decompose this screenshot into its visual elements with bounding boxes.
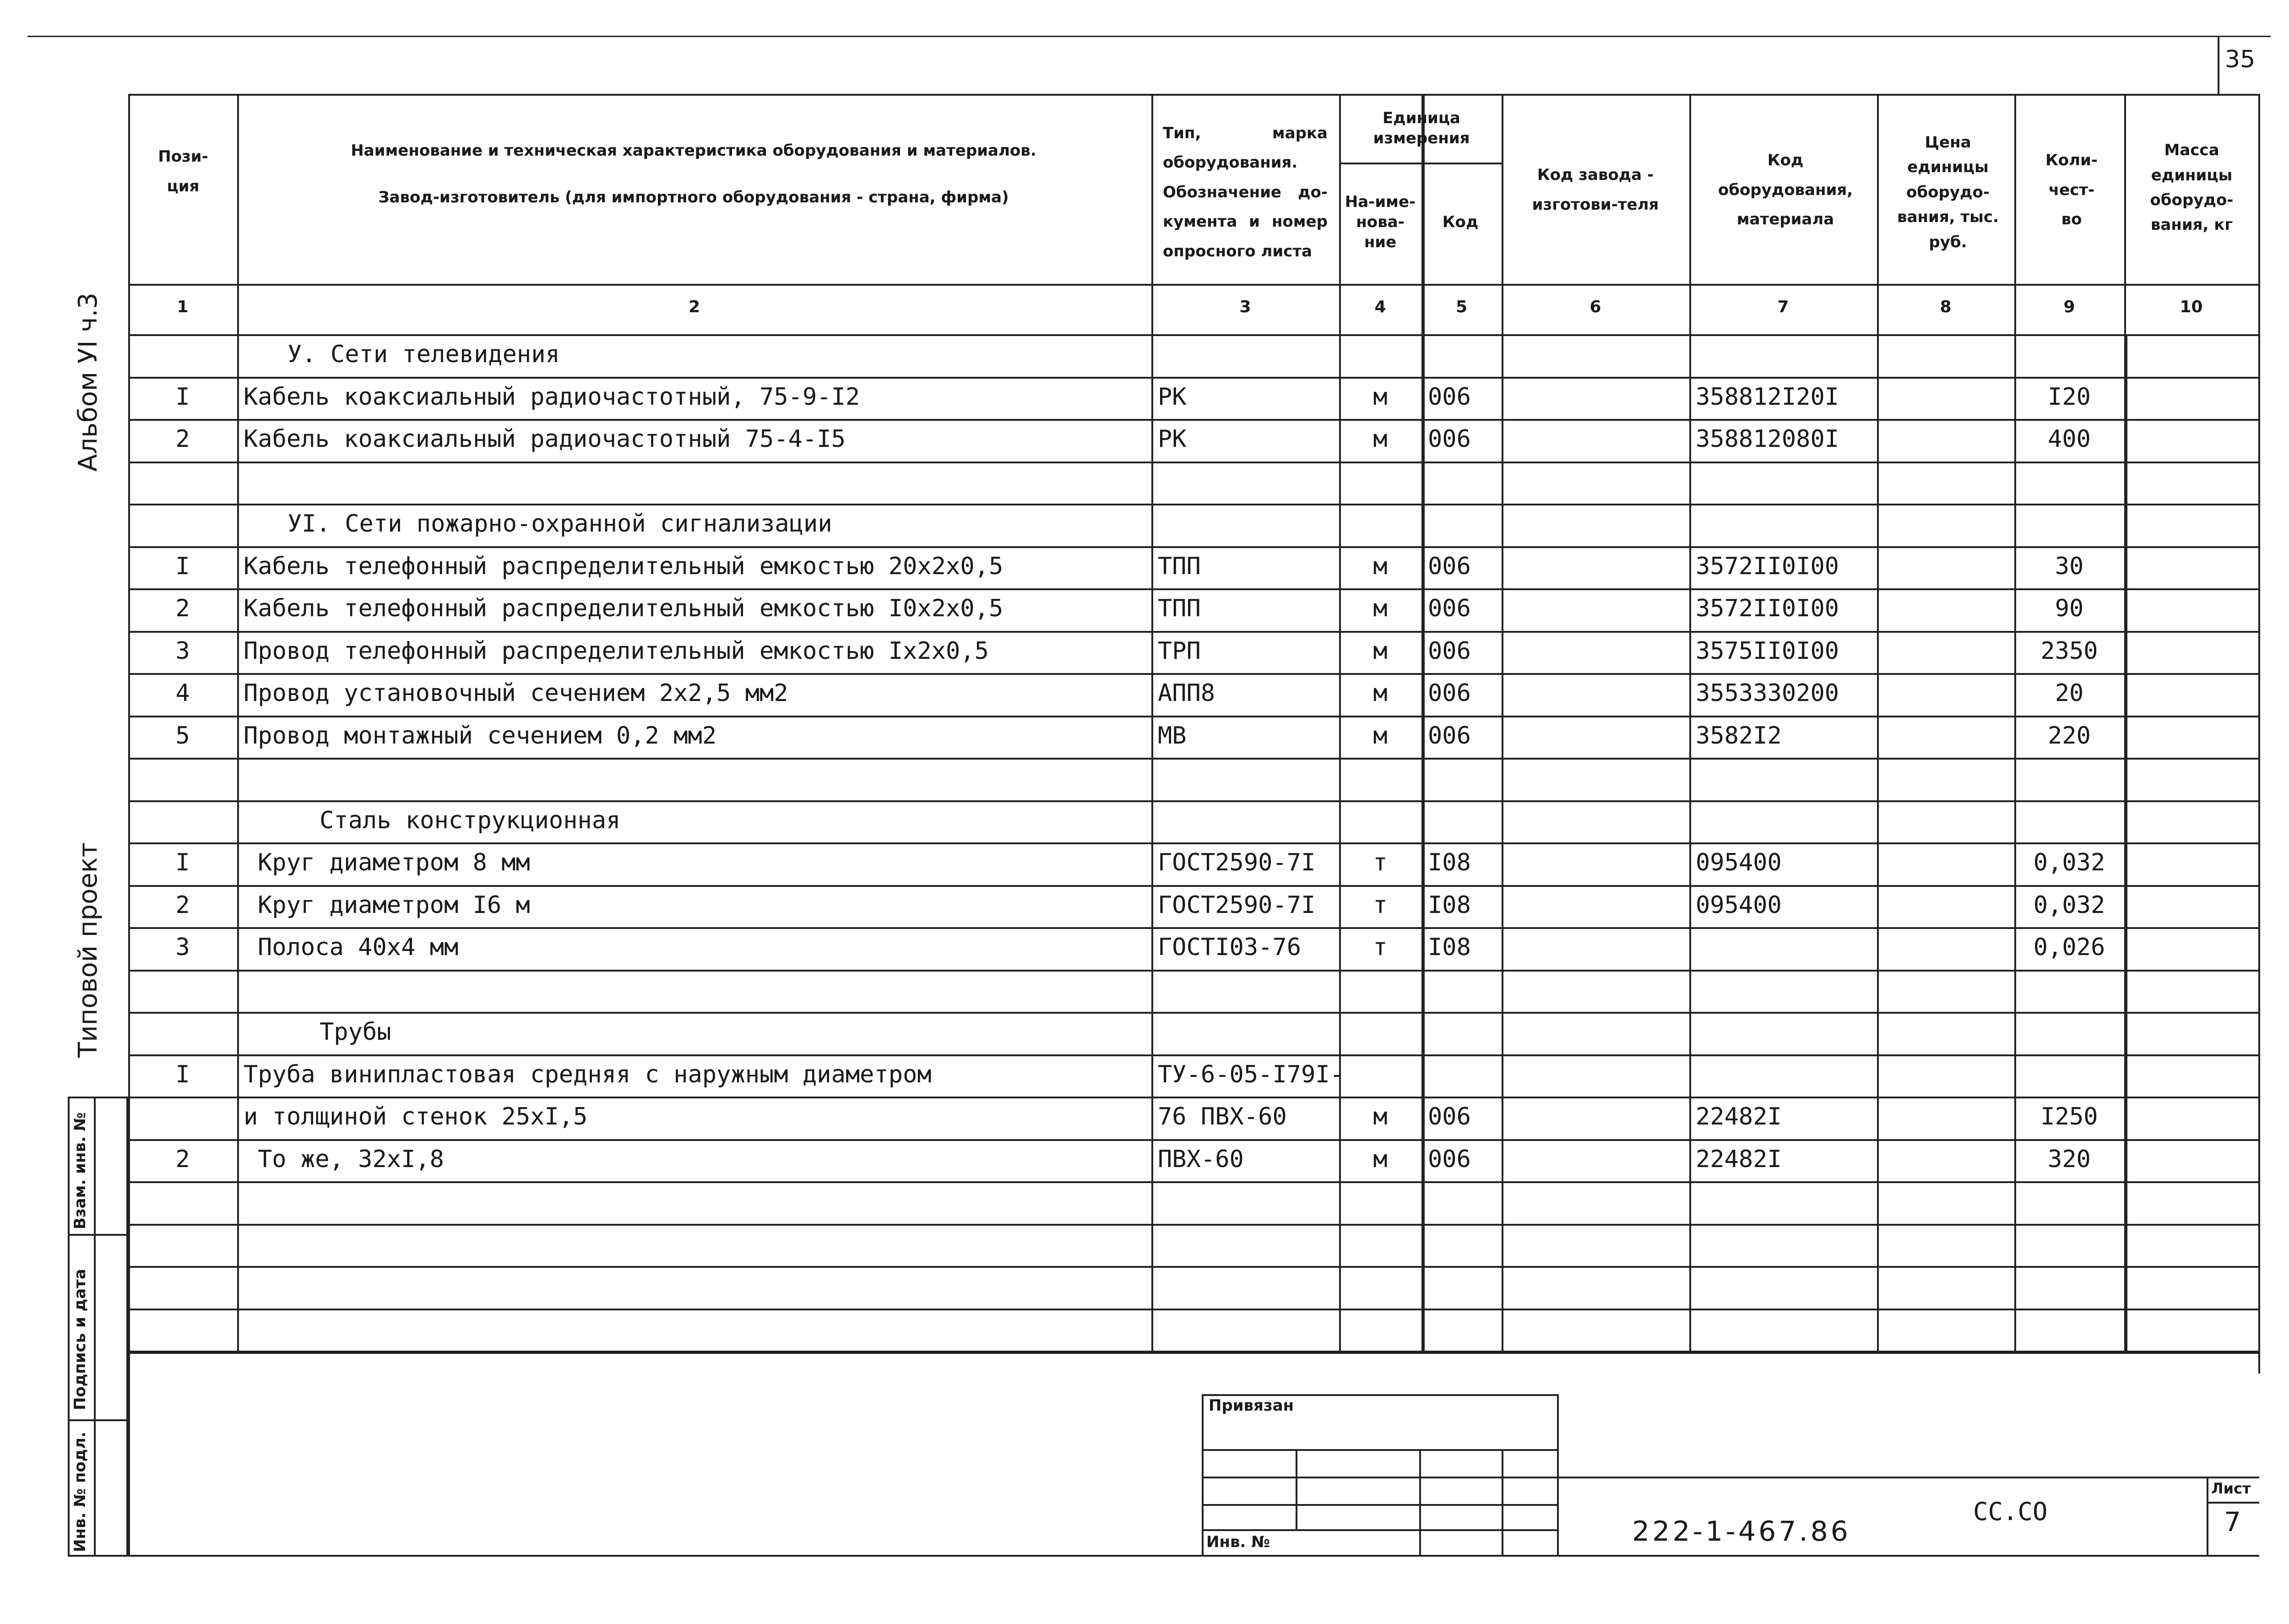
cell-qty: 30 <box>2055 552 2084 580</box>
column-line <box>1689 94 1691 1351</box>
cell-pos: 5 <box>175 722 190 750</box>
row-line <box>128 885 2258 887</box>
cell-type: ТУ-6-05-I79I- <box>1158 1060 1344 1088</box>
side-stamp-sep-2 <box>68 1419 128 1421</box>
column-number: 5 <box>1455 298 1468 316</box>
thick-box-left <box>1421 334 1425 1351</box>
cell-mat: 22482I <box>1696 1103 1782 1130</box>
title-block-sheet-number: 7 <box>2224 1506 2241 1537</box>
sheet-corner-number: 35 <box>2225 46 2256 73</box>
row-line <box>128 631 2258 633</box>
tb-h4 <box>1202 1529 1559 1531</box>
header-material-code: Код оборудования, материала <box>1718 151 1853 229</box>
cell-mat: 095400 <box>1696 891 1782 919</box>
frame-right <box>2258 94 2260 1374</box>
cell-mat: 3553330200 <box>1696 679 1839 707</box>
cell-type: АПП8 <box>1158 679 1215 707</box>
cell-unit: т <box>1373 934 1388 961</box>
cell-code: 006 <box>1428 637 1471 665</box>
cell-name: Круг диаметром 8 мм <box>258 849 530 876</box>
cell-pos: I <box>175 849 190 876</box>
cell-pos: I <box>175 552 190 580</box>
cell-code: 006 <box>1428 425 1471 453</box>
cell-pos: I <box>175 383 190 411</box>
cell-mat: 095400 <box>1696 849 1782 876</box>
row-line <box>128 1054 2258 1056</box>
cell-pos: I <box>175 1060 190 1088</box>
row-line <box>128 1097 2258 1098</box>
title-block-inv-no: Инв. № <box>1206 1533 1270 1551</box>
tb-v1 <box>1296 1449 1297 1529</box>
cell-type: ТПП <box>1158 552 1201 580</box>
cell-unit: м <box>1373 595 1388 622</box>
row-line <box>128 1309 2258 1310</box>
cell-unit: м <box>1373 425 1388 453</box>
cell-pos: 2 <box>175 891 190 919</box>
cell-unit: м <box>1373 637 1388 665</box>
cell-pos: 2 <box>175 425 190 453</box>
row-line <box>128 842 2258 844</box>
title-block-privyazan: Привязан <box>1209 1396 1294 1415</box>
cell-pos: 2 <box>175 1145 190 1173</box>
project-label: Типовой проект <box>73 842 103 1058</box>
column-number: 7 <box>1777 298 1789 316</box>
cell-type: ТПП <box>1158 595 1201 622</box>
row-line <box>128 1224 2258 1226</box>
column-number: 2 <box>688 298 700 316</box>
cell-qty: 90 <box>2055 595 2084 622</box>
cell-name: Сталь конструкционная <box>320 806 621 834</box>
cell-code: 006 <box>1428 1145 1471 1173</box>
cell-pos: 3 <box>175 637 190 665</box>
column-number: 8 <box>1940 298 1952 316</box>
cell-name: и толщиной стенок 25хI,5 <box>244 1103 588 1130</box>
thick-box-right <box>2124 334 2127 1351</box>
row-line <box>128 1181 2258 1183</box>
row-line <box>128 546 2258 548</box>
cell-name: Провод монтажный сечением 0,2 мм2 <box>244 722 717 750</box>
side-stamp-vzam: Взам. инв. № <box>71 1112 89 1229</box>
album-label: Альбом УI ч.3 <box>73 293 103 472</box>
column-number: 9 <box>2063 298 2075 316</box>
tb-h2 <box>1202 1477 1559 1478</box>
top-border <box>27 36 2271 37</box>
row-line <box>128 1139 2258 1141</box>
header-mass: Масса единицы оборудо-вания, кг <box>2150 141 2234 234</box>
side-stamp-sep-1 <box>68 1234 128 1236</box>
cell-qty: 220 <box>2048 722 2091 750</box>
row-line <box>128 927 2258 929</box>
header-unit: Единица измерения <box>1373 109 1470 147</box>
column-number: 1 <box>177 298 189 316</box>
cell-unit: м <box>1373 1103 1388 1130</box>
header-type: Тип, марка оборудования. Обозначение до-кумента и номер опросного листа <box>1163 124 1328 261</box>
cell-unit: т <box>1373 891 1388 919</box>
side-stamp-inv: Инв. № подл. <box>71 1431 89 1552</box>
side-stamp-signature: Подпись и дата <box>71 1269 89 1410</box>
title-block-doc-number: 222-1-467.86 <box>1632 1515 1851 1548</box>
header-bottom-line <box>128 284 2258 286</box>
cell-code: 006 <box>1428 722 1471 750</box>
cell-name: Круг диаметром I6 м <box>258 891 530 919</box>
header-unit-code: Код <box>1442 212 1479 231</box>
column-line <box>1877 94 1879 1351</box>
tb-main-top <box>1559 1477 2259 1478</box>
cell-name: Кабель телефонный распределительный емкостью 20х2х0,5 <box>244 552 1003 580</box>
column-number: 3 <box>1239 298 1251 316</box>
cell-unit: м <box>1373 383 1388 411</box>
cell-mat: 358812080I <box>1696 425 1839 453</box>
column-line <box>237 94 239 1351</box>
cell-type: ГОСТ2590-7I <box>1158 891 1316 919</box>
cell-name: Полоса 40х4 мм <box>258 934 459 961</box>
cell-qty: 2350 <box>2040 637 2098 665</box>
cell-unit: м <box>1373 1145 1388 1173</box>
header-plant-code: Код завода - изготови-теля <box>1532 166 1659 214</box>
cell-qty: 0,032 <box>2033 891 2105 919</box>
cell-pos: 4 <box>175 679 190 707</box>
cell-name: УI. Сети пожарно-охранной сигнализации <box>287 510 832 538</box>
cell-type: РК <box>1158 425 1187 453</box>
row-line <box>128 504 2258 505</box>
cell-qty: 400 <box>2048 425 2091 453</box>
cell-unit: т <box>1373 849 1388 876</box>
sheet-number-sep <box>2207 1502 2259 1504</box>
cell-code: 006 <box>1428 552 1471 580</box>
cell-code: 006 <box>1428 679 1471 707</box>
column-number: 10 <box>2180 298 2203 316</box>
cell-mat: 22482I <box>1696 1145 1782 1173</box>
cell-qty: 320 <box>2048 1145 2091 1173</box>
title-block-mark: СС.СО <box>1973 1497 2048 1526</box>
tb-h3 <box>1202 1504 1559 1506</box>
row-line <box>128 462 2258 463</box>
header-quantity: Коли-чест-во <box>2045 151 2098 229</box>
row-line <box>128 377 2258 379</box>
row-line <box>128 673 2258 675</box>
number-row-bottom-line <box>128 334 2258 336</box>
cell-name: Кабель коаксиальный радиочастотный, 75-9-I2 <box>244 383 860 411</box>
title-block-sheet-label: Лист <box>2211 1480 2251 1497</box>
cell-pos: 2 <box>175 595 190 622</box>
header-price: Цена единицы оборудо-вания, тыс. руб. <box>1897 133 1999 251</box>
cell-type: ТРП <box>1158 637 1201 665</box>
row-line <box>128 716 2258 717</box>
cell-qty: 20 <box>2055 679 2084 707</box>
row-line <box>128 800 2258 802</box>
cell-unit: м <box>1373 679 1388 707</box>
cell-qty: I20 <box>2048 383 2091 411</box>
unit-subheader-line <box>1339 163 1502 164</box>
cell-code: 006 <box>1428 383 1471 411</box>
column-number: 6 <box>1589 298 1601 316</box>
cell-code: I08 <box>1428 891 1471 919</box>
cell-type: ГОСТI03-76 <box>1158 934 1302 961</box>
cell-code: 006 <box>1428 595 1471 622</box>
cell-name: Трубы <box>320 1018 391 1046</box>
column-number: 4 <box>1374 298 1386 316</box>
cell-qty: 0,032 <box>2033 849 2105 876</box>
column-line <box>1502 94 1503 1351</box>
cell-type: МВ <box>1158 722 1187 750</box>
cell-name: Провод телефонный распределительный емкостью Iх2х0,5 <box>244 637 989 665</box>
cell-name: У. Сети телевидения <box>287 341 560 368</box>
cell-name: Кабель телефонный распределительный емкостью I0х2х0,5 <box>244 595 1003 622</box>
cell-name: Труба винипластовая средняя с наружным диаметром <box>244 1060 932 1088</box>
cell-mat: 3572II0I00 <box>1696 595 1839 622</box>
title-block-privyazan-box <box>1202 1394 1559 1557</box>
row-line <box>128 970 2258 972</box>
corner-box-left <box>2218 37 2219 94</box>
tb-v2 <box>1419 1449 1421 1557</box>
cell-qty: 0,026 <box>2033 934 2105 961</box>
cell-type: РК <box>1158 383 1187 411</box>
header-name: Наименование и техническая характеристика оборудования и материалов. Завод-изготовитель (для импортного оборудования - страна, фирма) <box>351 141 1036 206</box>
cell-type: 76 ПВХ-60 <box>1158 1103 1287 1130</box>
row-line <box>128 1012 2258 1014</box>
row-line <box>128 419 2258 421</box>
cell-mat: 3575II0I00 <box>1696 637 1839 665</box>
cell-code: I08 <box>1428 934 1471 961</box>
cell-mat: 358812I20I <box>1696 383 1839 411</box>
cell-unit: м <box>1373 722 1388 750</box>
header-unit-name: На-име-нова-ние <box>1345 192 1416 252</box>
cell-name: Кабель коаксиальный радиочастотный 75-4-I5 <box>244 425 846 453</box>
header-position: Пози- ция <box>158 147 208 196</box>
cell-code: I08 <box>1428 849 1471 876</box>
cell-code: 006 <box>1428 1103 1471 1130</box>
cell-qty: I250 <box>2040 1103 2098 1130</box>
side-stamp-divider <box>94 1097 96 1557</box>
cell-mat: 3582I2 <box>1696 722 1782 750</box>
cell-unit: м <box>1373 552 1388 580</box>
cell-mat: 3572II0I00 <box>1696 552 1839 580</box>
cell-name: Провод установочный сечением 2х2,5 мм2 <box>244 679 788 707</box>
row-line <box>128 758 2258 760</box>
cell-type: ПВХ-60 <box>1158 1145 1244 1173</box>
cell-type: ГОСТ2590-7I <box>1158 849 1316 876</box>
thick-box-bottom <box>1421 1351 2124 1354</box>
tb-h1 <box>1202 1449 1559 1451</box>
row-line <box>128 588 2258 590</box>
cell-pos: 3 <box>175 934 190 961</box>
tb-v3 <box>1502 1449 1503 1557</box>
cell-name: То же, 32хI,8 <box>258 1145 444 1173</box>
row-line <box>128 1266 2258 1268</box>
